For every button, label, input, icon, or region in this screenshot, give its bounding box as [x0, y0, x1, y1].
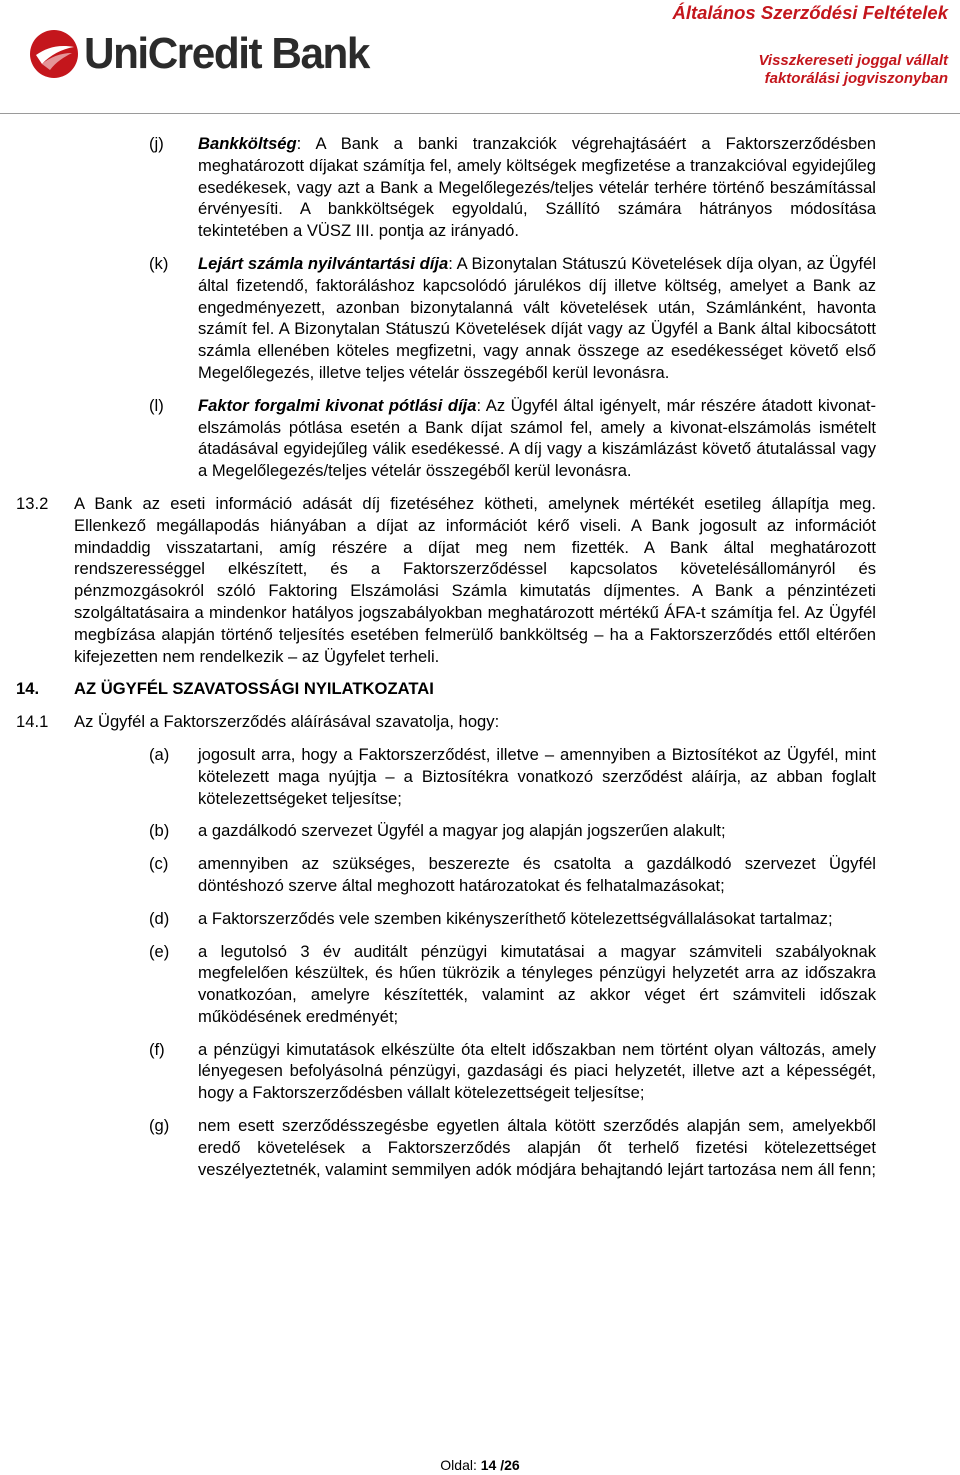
list-item [0, 744, 960, 809]
header-divider [0, 113, 960, 114]
item-label: (a) [149, 744, 170, 764]
list-item [0, 853, 960, 897]
defined-term: Lejárt számla nyilvántartási díja [198, 253, 449, 273]
item-body: : A Bizonytalan Státuszú Követelések díja olyan, az Ügyfél által fizetendő, faktoráláshoz kapcsolódó járulékos díj illetve költség, amelyet a Bank az engedményezett, azonban bizonytalanná vált követelések után, Számlánként, havonta számít fel. A Bizonytalan Státuszú Követelések díját vagy az Ügyfél a Bank által kibocsátott számla ellenében köteles megfizetni, vagy annak összege az esedékességet követő első Megelőlegezés, illetve teljes vételár összegéből kerül levonásra. [198, 253, 877, 382]
item-label: (j) [149, 134, 164, 153]
document-subtitle-line1: Visszkereseti joggal vállalt [758, 52, 948, 69]
list-item [0, 820, 960, 842]
item-label: (g) [149, 1116, 170, 1136]
section-13-2 [0, 493, 960, 667]
item-label: (b) [149, 821, 170, 841]
section-14-heading [0, 678, 960, 700]
section-intro: Az Ügyfél a Faktorszerződés aláírásával szavatolja, hogy: [74, 712, 500, 732]
item-label: (l) [149, 395, 164, 415]
item-label: (k) [149, 253, 169, 273]
item-text: amennyiben az szükséges, beszerezte és csatolta a gazdálkodó szervezet Ügyfél döntéshozó szerve által meghozott határozatokat és felhatalmazásokat; [198, 854, 876, 895]
logo-text: UniCredit Bank [84, 29, 369, 78]
item-text [198, 133, 876, 242]
defined-term: Bankköltség [198, 134, 297, 153]
section-text: A Bank az eseti információ adását díj fizetéséhez kötheti, amelynek mértékét esetileg állapítja meg. Ellenkező megállapodás hiányában a díjat az információt kérő viseli. A Bank jogosult az információt mindaddig visszatartani, amíg részére a díjat meg nem fizették. A Bank által meghatározott rendszerességgel elkészített, és a Faktorszerződéssel kapcsolatos követelésállományról és pénzmozgásokról szóló Faktoring Elszámolási Számla kimutatás díjmentes. A Bank a pénzintézeti szolgáltatásaira a mindenkor hatályos jogszabályokban meghatározott mértékű ÁFA-t számítja fel. Az Ügyfél megbízása alapján történő teljesítés esetében felmerülő bankköltség – ha a Faktorszerződés ettől eltérően kifejezetten nem rendelkezik – az Ügyfelet terheli. [74, 493, 876, 666]
list-item [0, 133, 960, 242]
item-text [198, 253, 876, 384]
document-subtitle [758, 52, 948, 88]
defined-term: Faktor forgalmi kivonat pótlási díja [198, 395, 477, 415]
section-14-1 [0, 711, 960, 733]
item-label: (f) [149, 1039, 165, 1059]
item-label: (d) [149, 908, 170, 928]
list-item [0, 253, 960, 384]
item-text: a legutolsó 3 év auditált pénzügyi kimutatásai a magyar számviteli szabályoknak megfelelően készültek, és hűen tükrözik a tényleges pénzügyi helyzetét arra az időszakra vonatkozóan, amelyre készítették, valamint az akkor véget ért számviteli időszak működésének eredményét; [198, 941, 876, 1026]
list-item [0, 1115, 960, 1180]
list-item [0, 908, 960, 930]
section-number: 13.2 [16, 493, 49, 513]
section-number: 14. [16, 679, 40, 699]
item-body: : Az Ügyfél által igényelt, már részére átadott kivonat-elszámolás pótlása esetén a Bank díjat számol fel, amely a kivonat-elszámolás ismételt átadásával egyidejűleg válik esedékessé. A díj vagy a kiszámlázást követő átutalással vagy a Megelőlegezés/teljes vételár összegéből kerül levonásra. [198, 395, 876, 481]
page-body [0, 133, 960, 1191]
document-subtitle-line2: faktorálási jogviszonyban [764, 70, 948, 87]
section-number: 14.1 [16, 712, 49, 732]
list-item [0, 941, 960, 1028]
unicredit-logo-icon [28, 28, 80, 80]
page-label: Oldal: [440, 1457, 481, 1473]
item-text: a gazdálkodó szervezet Ügyfél a magyar jog alapján jogszerűen alakult; [198, 821, 726, 841]
item-text: a pénzügyi kimutatások elkészülte óta eltelt időszakban nem történt olyan változás, amely lényegesen befolyásolná pénzügyi, gazdasági és piaci helyzetét, illetve azt a képességét, hogy a Faktorszerződésben vállalt kötelezettségeit teljesítse; [198, 1039, 876, 1103]
page-number: 14 /26 [480, 1457, 520, 1473]
page-header [0, 0, 960, 116]
document-title: Általános Szerződési Feltételek [672, 2, 948, 23]
item-text: nem esett szerződésszegésbe egyetlen általa kötött szerződés alapján sem, amelyekből eredő követelések a Faktorszerződés alapján őt terhelő fizetési kötelezettséget veszélyeztetnék, valamint semmilyen adók módjára behajtandó lejárt tartozása nem áll fenn; [198, 1116, 876, 1179]
page-footer [0, 1457, 960, 1473]
item-label: (e) [149, 941, 170, 961]
list-item [0, 1039, 960, 1104]
item-label: (c) [149, 854, 169, 874]
unicredit-logo [28, 26, 381, 82]
list-item [0, 395, 960, 482]
item-text: a Faktorszerződés vele szemben kikényszeríthető kötelezettségvállalásokat tartalmaz; [198, 908, 833, 928]
item-text [198, 395, 876, 482]
item-body: : A Bank a banki tranzakciók végrehajtásáért a Faktorszerződésben meghatározott díjakat számítja fel, amely költségek megfizetése a tranzakcióval egyidejűleg esedékesek, vagy azt a Bank a Megelőlegezés/teljes vételár terhére történő beszámítással érvényesíti. A bankköltségek egyoldalú, Szállító számára hátrányos módosítása tekintetében a VÜSZ III. pontja az irányadó. [198, 134, 876, 241]
section-heading: AZ ÜGYFÉL SZAVATOSSÁGI NYILATKOZATAI [74, 679, 434, 699]
item-text: jogosult arra, hogy a Faktorszerződést, illetve – amennyiben a Biztosítékot az Ügyfél, mint kötelezett maga nyújtja – a Biztosítékra vonatkozó szerződést aláírja, az abban foglalt kötelezettségeket teljesítse; [198, 744, 876, 808]
